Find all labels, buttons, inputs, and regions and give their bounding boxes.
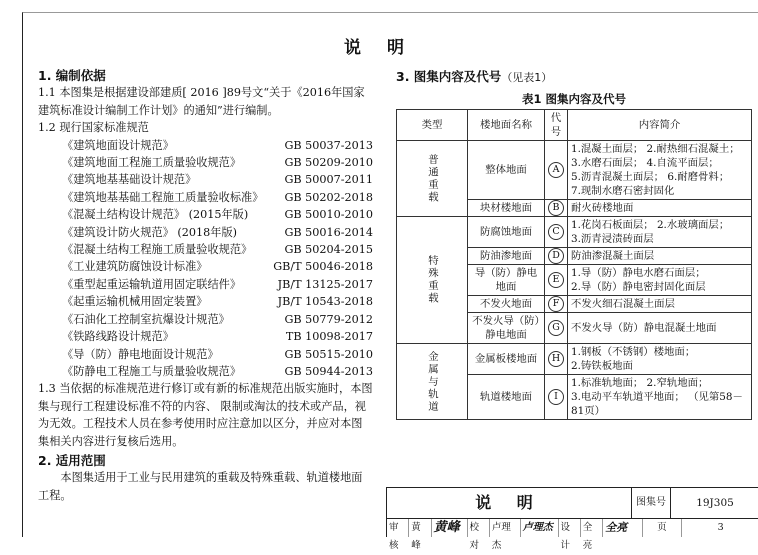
- standard-code: GB 50202-2018: [284, 190, 373, 204]
- description-cell: [568, 141, 752, 200]
- standard-item: [38, 189, 373, 206]
- code-badge: D: [548, 248, 564, 264]
- right-column: [396, 65, 752, 420]
- standard-item: [38, 206, 373, 223]
- atlas-number: 19J305: [671, 488, 758, 519]
- checker-name: 卢理杰: [490, 519, 521, 537]
- code-badge: A: [548, 162, 564, 178]
- description-line: 3.电动平车轨道平地面； （见第58－81页）: [571, 391, 743, 417]
- column-header: 类型: [397, 110, 468, 141]
- floor-name-cell: 金属板楼地面: [468, 344, 545, 375]
- description-line: 不发火细石混凝土面层: [571, 298, 675, 310]
- standard-item: [38, 328, 373, 345]
- standard-name: 《工业建筑防腐蚀设计标准》: [62, 260, 208, 274]
- standard-item: [38, 276, 373, 293]
- standard-code: GB 50944-2013: [284, 364, 373, 378]
- description-cell: [568, 296, 752, 313]
- page-label: 页: [643, 519, 683, 537]
- code-badge: G: [548, 320, 564, 336]
- standard-code: GB/T 50046-2018: [273, 260, 373, 274]
- description-line: 不发火导（防）静电混凝土地面: [571, 322, 717, 334]
- standard-name: 《重型起重运输轨道用固定联结件》: [62, 277, 242, 291]
- standard-code: JB/T 10543-2018: [277, 295, 373, 309]
- description-cell: [568, 265, 752, 296]
- type-cell: 特殊重载: [397, 217, 468, 344]
- titleblock-name: 说 明: [387, 488, 632, 519]
- floor-name-cell: 防腐蚀地面: [468, 217, 545, 248]
- description-line: 耐火砖楼地面: [571, 202, 634, 214]
- code-cell: [545, 296, 568, 313]
- description-line: 1.钢板（不锈钢）楼地面；: [571, 346, 696, 358]
- para-1-1: 1.1 本图集是根据建设部建质[ 2016 ]89号文“关于《2016年国家建筑标准设计编制工作计划》的通知”进行编制。: [38, 86, 365, 117]
- para-1-3: 1.3 当依据的标准规范进行修订或有新的标准规范出版实施时，本图集与现行工程建设标准不符的内容、 限制或淘汰的技术或产品，视为无效。工程技术人员在参考使用时应注意加以区分，并应对本图集相关内容进行复核后选用。: [38, 382, 373, 448]
- code-badge: C: [548, 224, 564, 240]
- description-cell: [568, 375, 752, 420]
- standard-item: [38, 293, 373, 310]
- standard-code: GB 50779-2012: [284, 312, 373, 326]
- designer-name: 全亮: [581, 519, 603, 537]
- description-line: 2.导（防）静电密封固化面层: [571, 281, 706, 293]
- table-row: [397, 344, 752, 375]
- standard-code: GB 50515-2010: [284, 347, 373, 361]
- floor-name-cell: 防油渗地面: [468, 248, 545, 265]
- floor-name-cell: 不发火导（防）静电地面: [468, 313, 545, 344]
- standard-name: 《建筑地基基础设计规范》: [62, 173, 197, 187]
- standard-name: 《建筑地面工程施工质量验收规范》: [62, 156, 242, 170]
- floor-name-cell: 不发火地面: [468, 296, 545, 313]
- standard-name: 《建筑设计防火规范》 (2018年版): [62, 225, 238, 239]
- standard-code: TB 10098-2017: [285, 330, 373, 344]
- description-cell: [568, 217, 752, 248]
- section-1-heading: 1. 编制依据: [38, 68, 106, 83]
- description-line: 5.沥青混凝土面层； 6.耐磨骨料；: [571, 171, 730, 183]
- description-line: 1.标准轨地面； 2.窄轨地面；: [571, 377, 709, 389]
- code-cell: [545, 313, 568, 344]
- standard-name: 《起重运输机械用固定装置》: [62, 295, 208, 309]
- description-line: 1.混凝土面层； 2.耐热细石混凝土；: [571, 143, 740, 155]
- description-line: 3.水磨石面层； 4.自流平面层；: [571, 157, 719, 169]
- standard-item: [38, 154, 373, 171]
- checker-signature: 卢理杰: [521, 519, 559, 537]
- standard-item: [38, 311, 373, 328]
- standard-name: 《铁路线路设计规范》: [62, 330, 174, 344]
- section-2-heading: 2. 适用范围: [38, 452, 106, 468]
- standard-name: 《混凝土结构工程施工质量验收规范》: [62, 243, 253, 257]
- signature-row: [387, 519, 758, 551]
- designer-signature: 全亮: [603, 519, 643, 537]
- column-header: 内容简介: [568, 110, 752, 141]
- table-header-row: [397, 110, 752, 141]
- standard-code: GB 50010-2010: [284, 208, 373, 222]
- code-cell: [545, 248, 568, 265]
- standard-name: 《建筑地基基础工程施工质量验收标准》: [62, 190, 264, 204]
- description-line: 2.铸铁板地面: [571, 360, 633, 372]
- check-label: 校对: [468, 519, 490, 537]
- description-cell: [568, 248, 752, 265]
- content-code-table: [396, 109, 752, 420]
- code-badge: B: [548, 200, 564, 216]
- code-cell: [545, 200, 568, 217]
- reviewer-signature: 黄峰: [432, 519, 468, 537]
- description-line: 3.沥青浸渍砖面层: [571, 233, 654, 245]
- code-cell: [545, 217, 568, 248]
- standard-code: GB 50007-2011: [284, 173, 373, 187]
- code-badge: E: [548, 272, 564, 288]
- column-header: 代号: [545, 110, 568, 141]
- description-cell: [568, 200, 752, 217]
- type-cell: 金属与轨道: [397, 344, 468, 420]
- code-badge: I: [548, 389, 564, 405]
- code-cell: [545, 375, 568, 420]
- floor-name-cell: 轨道楼地面: [468, 375, 545, 420]
- page-number: 3: [717, 522, 724, 533]
- review-label: 审核: [387, 519, 409, 537]
- para-2: 本图集适用于工业与民用建筑的重载及特殊重载、轨道楼地面工程。: [38, 471, 363, 502]
- column-header: 楼地面名称: [468, 110, 545, 141]
- standard-item: [38, 363, 373, 380]
- description-cell: [568, 313, 752, 344]
- design-label: 设计: [559, 519, 581, 537]
- standard-item: [38, 137, 373, 154]
- reviewer-name: 黄峰: [409, 519, 431, 537]
- atlas-number-label: 图集号: [632, 488, 671, 519]
- standard-code: JB/T 13125-2017: [277, 277, 373, 291]
- table-row: [397, 141, 752, 200]
- standard-name: 《石油化工控制室抗爆设计规范》: [62, 312, 230, 326]
- standard-item: [38, 258, 373, 275]
- para-1-2: 1.2 现行国家标准规范: [38, 121, 149, 135]
- floor-name-cell: 块材楼地面: [468, 200, 545, 217]
- standard-name: 《防静电工程施工与质量验收规范》: [62, 364, 242, 378]
- standard-item: [38, 241, 373, 258]
- section-3-heading: [396, 67, 752, 85]
- description-line: 1.花岗石板面层； 2.水玻璃面层；: [571, 219, 730, 231]
- code-cell: [545, 265, 568, 296]
- standard-code: GB 50016-2014: [284, 225, 373, 239]
- standards-list: [38, 137, 373, 381]
- code-badge: F: [548, 296, 564, 312]
- description-cell: [568, 344, 752, 375]
- standard-item: [38, 171, 373, 188]
- page-title: 说 明: [344, 38, 414, 58]
- section-3-note: （见表1）: [501, 71, 553, 84]
- description-line: 7.现制水磨石密封固化: [571, 185, 675, 197]
- standard-name: 《建筑地面设计规范》: [62, 138, 174, 152]
- description-line: 防油渗混凝土面层: [571, 250, 655, 262]
- type-cell: 普通重载: [397, 141, 468, 217]
- code-cell: [545, 344, 568, 375]
- standard-code: GB 50209-2010: [284, 156, 373, 170]
- title-block: [386, 487, 758, 551]
- left-column: [38, 65, 373, 504]
- code-cell: [545, 141, 568, 200]
- standard-code: GB 50204-2015: [284, 243, 373, 257]
- standard-item: [38, 224, 373, 241]
- floor-name-cell: 导（防）静电地面: [468, 265, 545, 296]
- table-row: [397, 217, 752, 248]
- description-line: 1.导（防）静电水磨石面层；: [571, 267, 706, 279]
- table-caption: 表1 图集内容及代号: [521, 92, 626, 106]
- standard-code: GB 50037-2013: [284, 138, 373, 152]
- code-badge: H: [548, 351, 564, 367]
- standard-name: 《导（防）静电地面设计规范》: [62, 347, 219, 361]
- standard-name: 《混凝土结构设计规范》 (2015年版): [62, 208, 249, 222]
- section-3-title: 3. 图集内容及代号: [396, 69, 502, 84]
- floor-name-cell: 整体地面: [468, 141, 545, 200]
- standard-item: [38, 346, 373, 363]
